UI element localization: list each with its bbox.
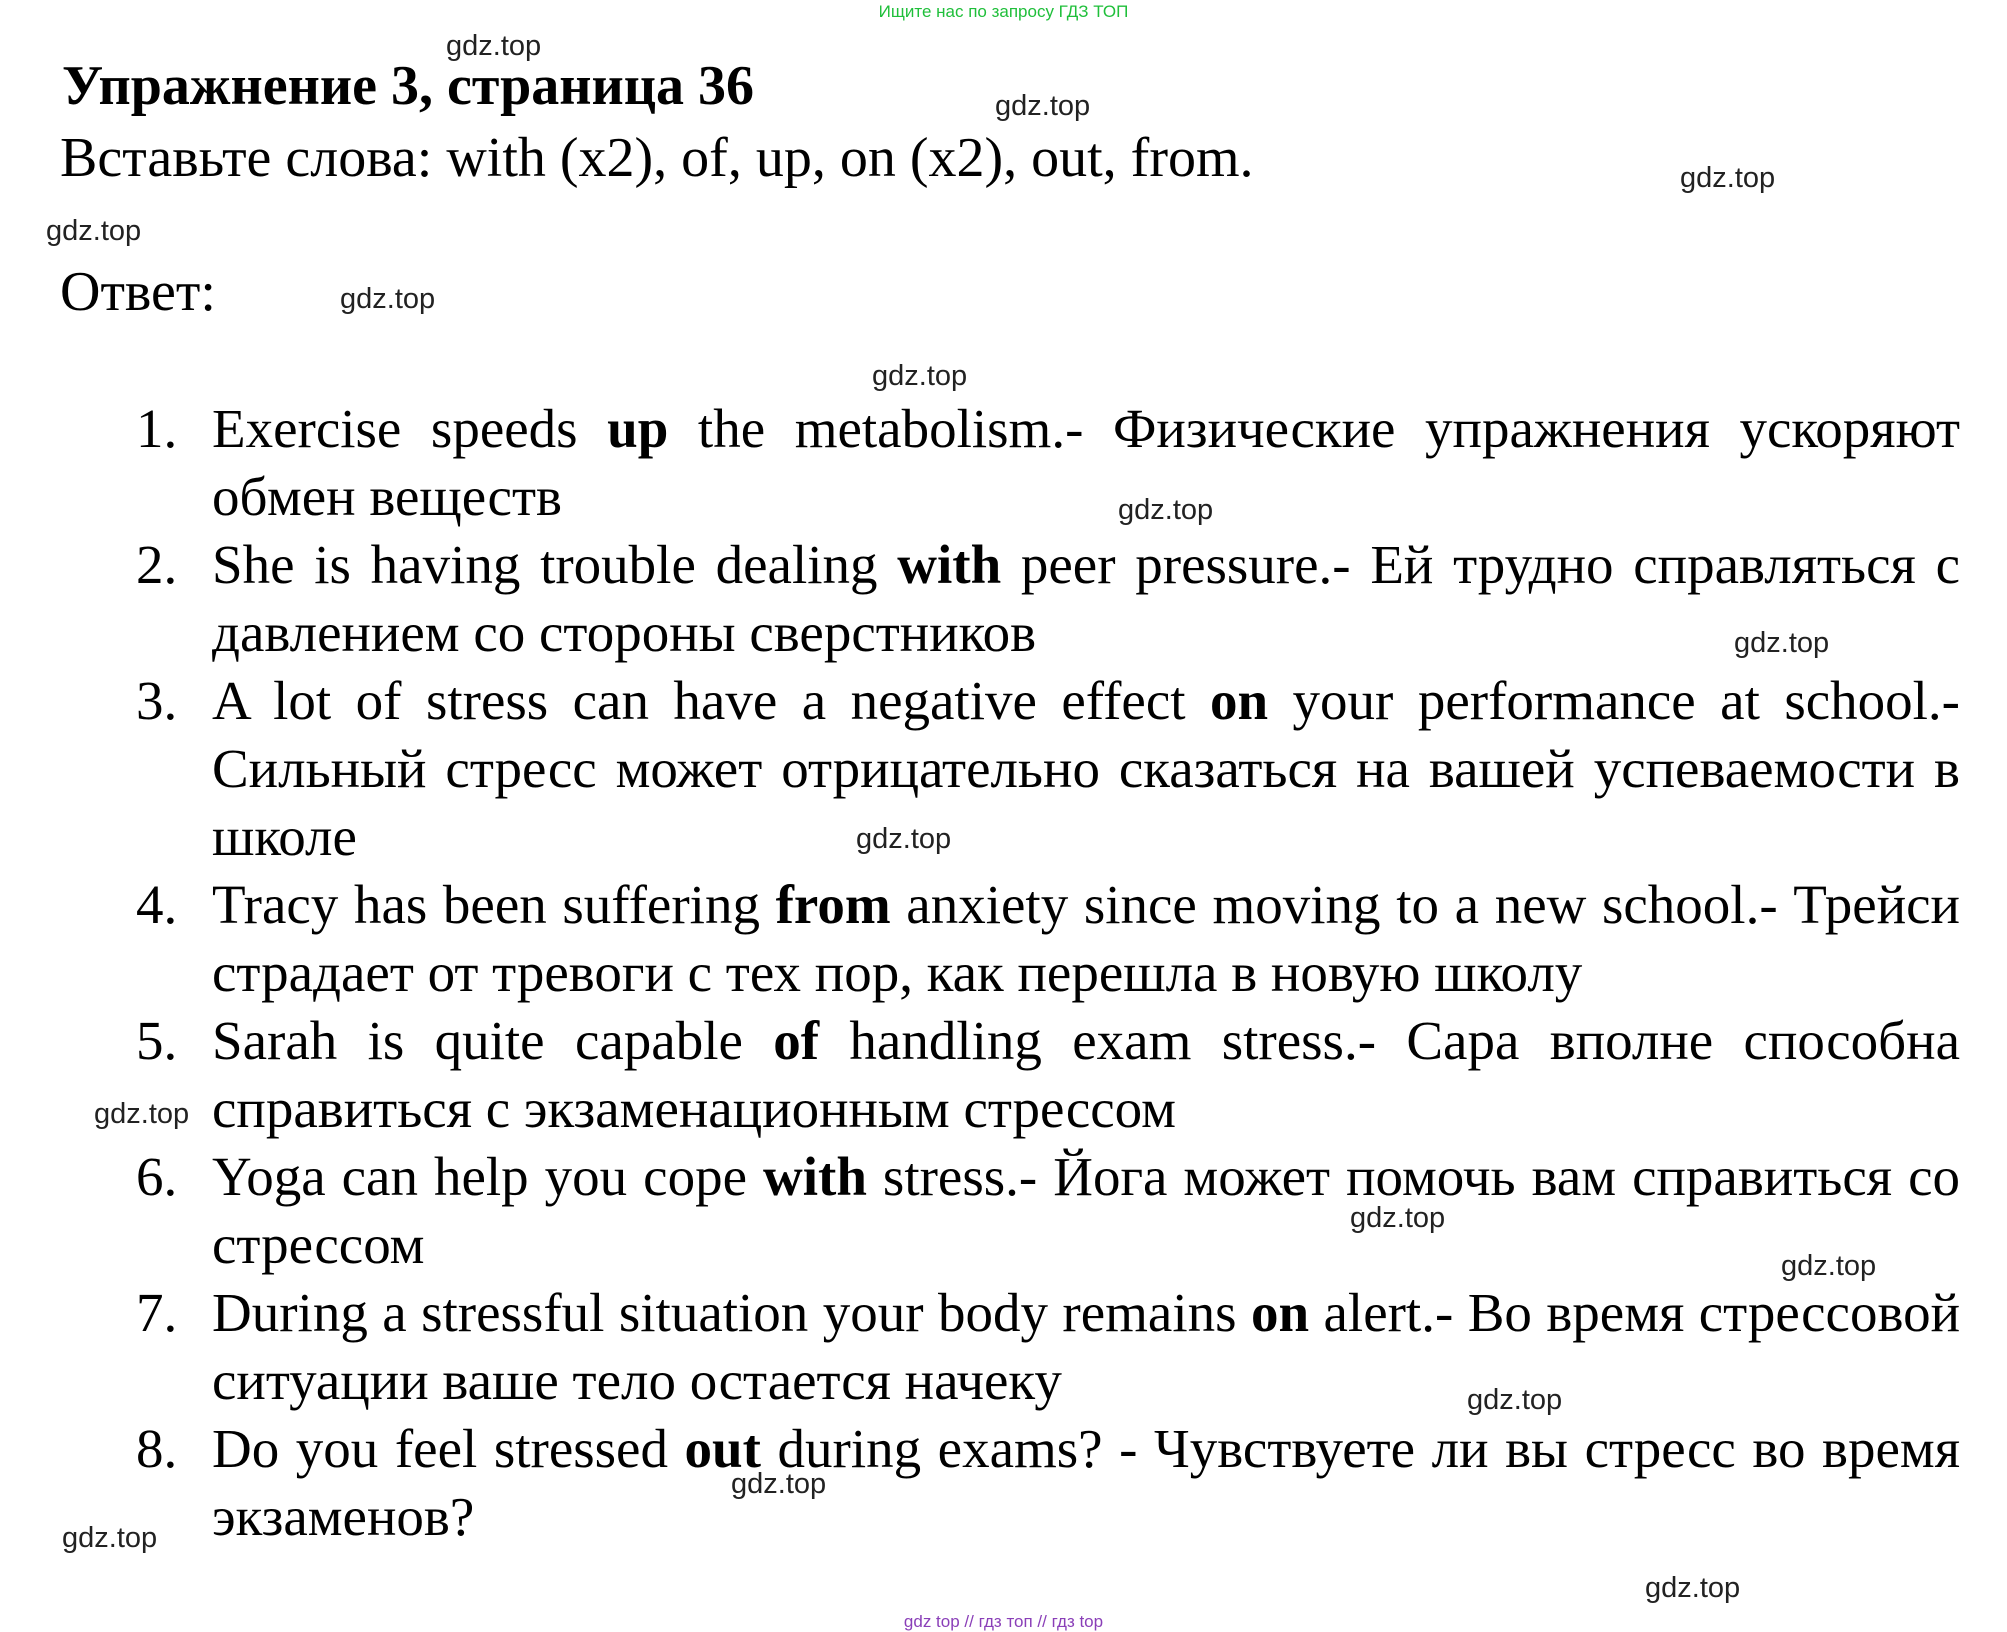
answer-item-6 bbox=[0, 1143, 1960, 1279]
watermark: gdz.top bbox=[1781, 1250, 1877, 1282]
answer-list bbox=[0, 395, 1960, 1551]
inserted-word: up bbox=[607, 398, 669, 459]
inserted-word: with bbox=[763, 1146, 867, 1207]
watermark: gdz.top bbox=[731, 1468, 827, 1500]
item-text: Sarah is quite capable of handling exam stress.- Сара вполне способна справиться с экзаменационным стрессом bbox=[212, 1010, 1961, 1139]
item-number: 5. bbox=[136, 1010, 178, 1071]
answer-item-2 bbox=[0, 531, 1960, 667]
inserted-word: of bbox=[773, 1010, 820, 1071]
item-text: Exercise speeds up the metabolism.- Физические упражнения ускоряют обмен веществ bbox=[212, 398, 1960, 527]
page-title: Упражнение 3, страница 36 bbox=[62, 55, 755, 117]
watermark: gdz.top bbox=[1680, 162, 1776, 194]
watermark: gdz.top bbox=[995, 90, 1091, 122]
item-number: 8. bbox=[136, 1418, 178, 1479]
watermark: gdz.top bbox=[446, 30, 542, 62]
item-number: 3. bbox=[136, 670, 178, 731]
inserted-word: out bbox=[684, 1418, 761, 1479]
answer-item-3 bbox=[0, 667, 1960, 871]
inserted-word: on bbox=[1210, 670, 1269, 731]
footer-note: gdz top // гдз топ // гдз top bbox=[903, 1612, 1104, 1631]
watermark: gdz.top bbox=[856, 823, 952, 855]
answer-label: Ответ: bbox=[60, 261, 216, 323]
watermark: gdz.top bbox=[1645, 1572, 1741, 1604]
item-number: 1. bbox=[136, 398, 178, 459]
watermark: gdz.top bbox=[1350, 1202, 1446, 1234]
item-number: 6. bbox=[136, 1146, 178, 1207]
answer-item-7 bbox=[0, 1279, 1960, 1415]
item-number: 4. bbox=[136, 874, 178, 935]
item-text: Yoga can help you cope with stress.- Йога может помочь вам справиться со стрессом bbox=[212, 1146, 1960, 1275]
answer-item-1 bbox=[0, 395, 1960, 531]
item-text: She is having trouble dealing with peer pressure.- Ей трудно справляться с давлением со стороны сверстников bbox=[212, 534, 1960, 663]
item-text: Tracy has been suffering from anxiety since moving to a new school.- Трейси страдает от тревоги с тех пор, как перешла в новую школу bbox=[212, 874, 1960, 1003]
item-text: A lot of stress can have a negative effect on your performance at school.- Сильный стресс может отрицательно сказаться на вашей успеваемости в школе bbox=[212, 670, 1961, 867]
answer-item-8 bbox=[0, 1415, 1960, 1551]
item-number: 7. bbox=[136, 1282, 178, 1343]
header-note: Ищите нас по запросу ГДЗ ТОП bbox=[878, 2, 1129, 21]
watermark: gdz.top bbox=[872, 360, 968, 392]
inserted-word: on bbox=[1250, 1282, 1310, 1343]
watermark: gdz.top bbox=[94, 1098, 190, 1130]
item-text: Do you feel stressed out during exams? - Чувствуете ли вы стресс во время экзаменов? bbox=[212, 1418, 1960, 1547]
inserted-word: with bbox=[897, 534, 1002, 595]
item-number: 2. bbox=[136, 534, 178, 595]
answer-item-4 bbox=[0, 871, 1960, 1007]
watermark: gdz.top bbox=[1118, 494, 1214, 526]
inserted-word: from bbox=[775, 874, 891, 935]
watermark: gdz.top bbox=[1467, 1384, 1563, 1416]
watermark: gdz.top bbox=[62, 1522, 158, 1554]
item-text: During a stressful situation your body remains on alert.- Во время стрессовой ситуации ваше тело остается начеку bbox=[212, 1282, 1960, 1411]
watermark: gdz.top bbox=[340, 283, 436, 315]
watermark: gdz.top bbox=[46, 215, 142, 247]
exercise-instruction: Вставьте слова: with (x2), of, up, on (x2), out, from. bbox=[60, 127, 1254, 189]
watermark: gdz.top bbox=[1734, 627, 1830, 659]
answer-item-5 bbox=[0, 1007, 1960, 1143]
